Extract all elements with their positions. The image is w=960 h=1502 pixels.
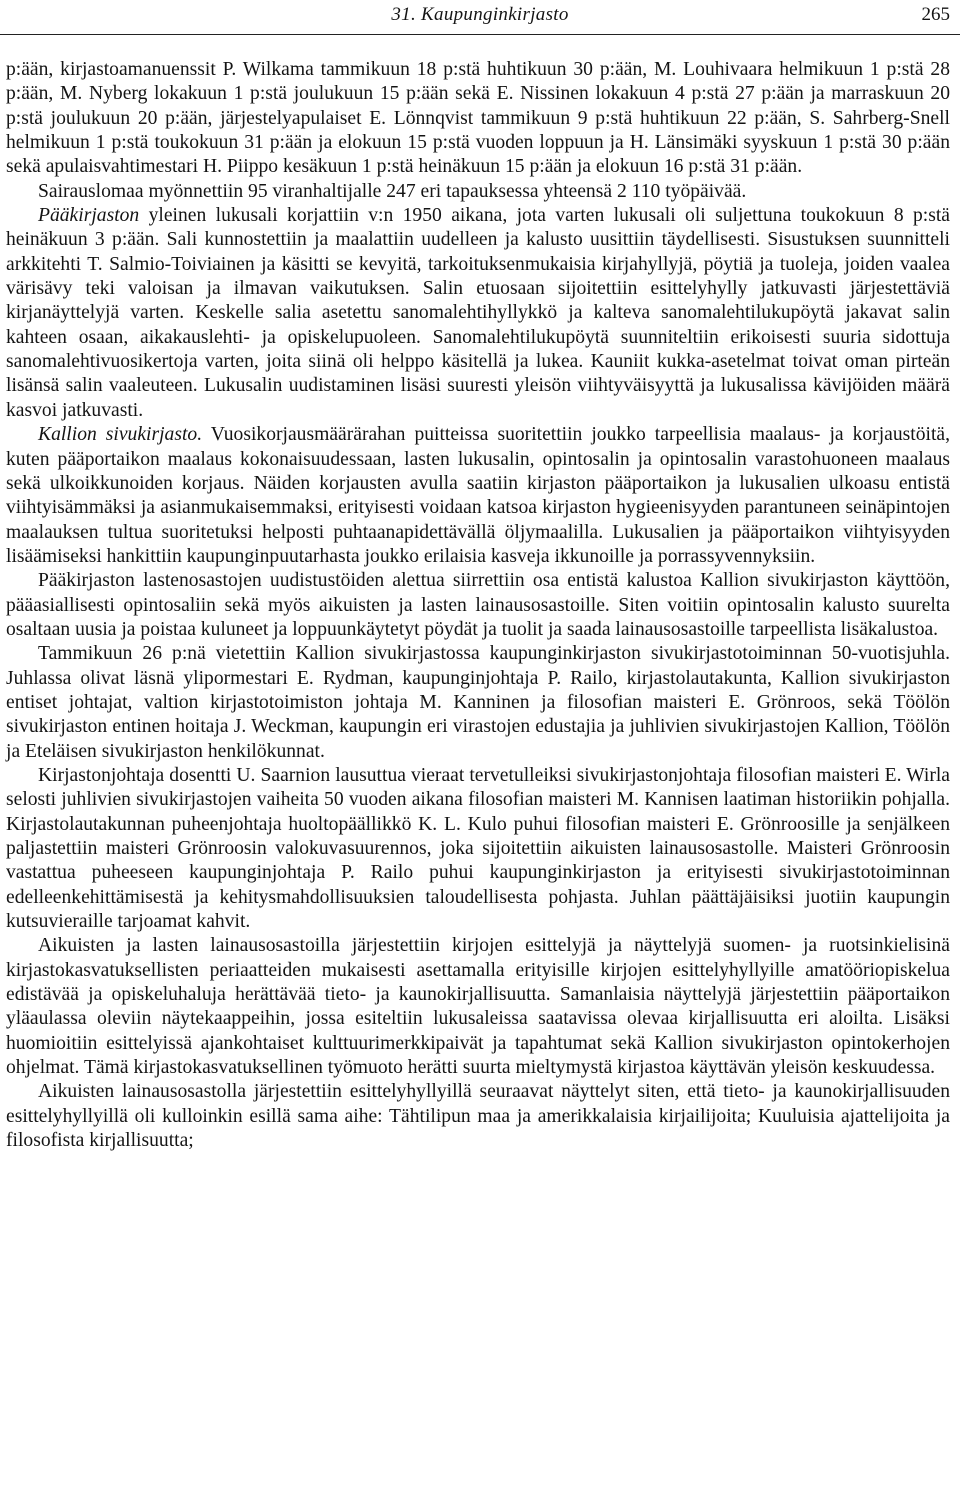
paragraph [6, 204, 950, 423]
paragraph-text: p:ään, kirjastoamanuenssit P. Wilkama tammikuun 18 p:stä huhtikuun 30 p:ään, M. Louhivaara helmikuun 1 p:stä 28 p:ään, M. Nyberg lokakuun 1 p:stä joulukuun 15 p:ään sekä E. Nissinen lokakuun 4 p:stä 27 p:ään ja marraskuun 20 p:stä joulukuun 20 p:ään, järjestelyapulaiset E. Lönnqvist tammikuun 9 p:stä huhtikuun 22 p:ään, S. Sahrberg-Snell helmikuun 1 p:stä toukokuun 31 p:ään ja elokuun 15 p:stä vuoden loppuun ja H. Länsimäki syyskuun 1 p:stä 30 p:ään sekä apulaisvahtimestari H. Piippo kesäkuun 1 p:stä heinäkuun 15 p:ään ja elokuun 16 p:stä 31 p:ään. [6, 59, 950, 178]
page-number: 265 [921, 4, 950, 25]
section-lead: Pääkirjaston [38, 205, 140, 227]
paragraph [6, 58, 950, 180]
body-text [6, 58, 950, 1153]
paragraph [6, 764, 950, 934]
paragraph-text: yleinen lukusali korjattiin v:n 1950 aikana, jota varten lukusali oli suljettuna toukokuun 8 p:stä heinäkuun 3 p:ään. Sali kunnostettiin ja maalattiin uudelleen ja kalusto uusittiin täydellisesti. Sisustuksen suunnitteli arkkitehti T. Salmio-Toiviainen ja käsitti se kevyitä, tarkoituksenmukaisia kirjahyllyjä, pöytiä ja tuoleja, joiden vaalea värisävy teki valoisan ja ilmavan vaikutuksen. Salin etuosaan sijoitettiin esittelyhylly jatkuvasti järjestettäviä kirjanäyttelyjä varten. Keskelle salia asetettu sanomalehtihyllykkö ja kalteva sanomalehtilukupöytä jakavat salin kahteen osaan, aikakauslehti- ja opiskelupuoleen. Sanomalehtilukupöytä suunniteltiin erikoisesti suuria sidottuja sanomalehtivuosikertoja varten, joita siinä oli helppo käsitellä ja lukea. Kauniit kukka-asetelmat toivat oman pirteän lisänsä salin vaaleuteen. Lukusalin uudistaminen lisäsi suuresti yleisön viihtyväisyyttä ja lukusalissa kävijöiden määrä kasvoi jatkuvasti. [6, 205, 950, 421]
paragraph [6, 642, 950, 764]
paragraph [6, 423, 950, 569]
paragraph-text: Kirjastonjohtaja dosentti U. Saarnion lausuttua vieraat tervetulleiksi sivukirjastonjohtaja filosofian maisteri E. Wirla selosti juhlivien sivukirjastojen vaiheita 50 vuoden aikana filosofian maisteri M. Kannisen laatiman historiikin pohjalla. Kirjastolautakunnan puheenjohtaja huoltopäällikkö K. L. Kulo puhui filosofian maisteri E. Grönroosille ja senjälkeen paljastettiin maisteri Grönroosin valokuvasuurennos, joka sijoitettiin aikuisten lainausosastolle. Maisteri Grönroosin vastattua puheeseen kaupunginjohtaja P. Railo puhui kaupunginkirjaston ja erityisesti sivukirjastotoiminnan edelleenkehittämisestä ja kehitysmahdollisuuksien taloudellisesta pohjasta. Juhlan päättäjäisiksi juotiin kaupungin kutsuvieraille tarjoamat kahvit. [6, 764, 950, 933]
paragraph-text: Sairauslomaa myönnettiin 95 viranhaltijalle 247 eri tapauksessa yhteensä 2 110 työpäivää. [38, 180, 747, 202]
paragraph-text: Pääkirjaston lastenosastojen uudistustöiden alettua siirrettiin osa entistä kalustoa Kallion sivukirjaston käyttöön, pääasiallisesti opintosaliin sekä myös aikuisten ja lasten lainausosastoille. Siten voitiin opintosalin kalusto suurelta osaltaan uusia ja poistaa kuluneet ja loppuunkäytetyt pöydät ja tuolit ja saada lainausosastoille tarpeellista lisäkalustoa. [6, 570, 950, 640]
paragraph-text: Aikuisten lainausosastolla järjestettiin esittelyhyllyillä seuraavat näyttelyt siten, että tieto- ja kaunokirjallisuuden esittelyhyllyillä oli kulloinkin esillä sama aihe: Tähtilipun maa ja amerikkalaisia kirjailijoita; Kuuluisia ajattelijoita ja filosofista kirjallisuutta; [6, 1081, 950, 1152]
section-lead: Kallion sivukirjasto. [38, 424, 203, 446]
paragraph [6, 180, 950, 204]
paragraph [6, 569, 950, 642]
paragraph-text: Vuosikorjausmäärärahan puitteissa suoritettiin joukko tarpeellisia maalaus- ja korjaustöitä, kuten pääportaikon maalaus kokonaisuudessaan, lasten lukusalin, opintosalin ja opintosalin varastohuoneen maalaus sekä ulkoikkunoiden korjaus. Näiden korjausten avulla saatiin kirjaston pääportaikon ja lukusalien ulkoasu entistä viihtyisämmäksi ja asianmukaisemmaksi, erityisesti voidaan katsoa kirjaston hygieenisyyden parantuneen seinäpintojen maalauksen tultua suoritetuksi helposti puhtaanapidettävällä öljymaalilla. Lukusalien ja pääportaikon viihtyisyyden lisäämiseksi hankittiin kaupunginpuutarhasta joukko erilaisia kasveja ikkunoille ja porrassyvennyksiin. [6, 424, 950, 567]
paragraph-text: Tammikuun 26 p:nä vietettiin Kallion sivukirjastossa kaupunginkirjaston sivukirjastotoiminnan 50-vuotisjuhla. Juhlassa olivat läsnä ylipormestari E. Rydman, kaupunginjohtaja P. Railo, kirjastolautakunta, Kallion sivukirjaston entiset johtajat, valtion kirjastotoimiston johtaja M. Kanninen ja filosofian maisteri E. Grönroos, sekä Töölön sivukirjaston entinen hoitaja J. Weckman, kaupungin eri virastojen edustajia ja juhlivien sivukirjastojen Kallion, Töölön ja Eteläisen sivukirjaston henkilökunnat. [6, 643, 950, 762]
paragraph-text: Aikuisten ja lasten lainausosastoilla järjestettiin kirjojen esittelyjä ja näyttelyjä suomen- ja ruotsinkielisinä kirjastokasvatuksellisten periaatteiden mukaisesti asettamalla erityisille kirjojen esittelyhyllyille amatööriopiskelua edistävää ja opiskeluhaluja herättävää tieto- ja kaunokirjallisuutta. Samanlaisia näyttelyjä järjestettiin pääportaikon yläaulassa oleviin näytekaappeihin, jossa esiteltiin lukusaleissa saatavissa olevaa kirjallisuutta eri aloilta. Lisäksi huomioitiin esittelyissä ajankohtaiset kulttuurimerkkipaivät ja tapahtumat sekä Kallion sivukirjaston opintokerhojen ohjelmat. Tämä kirjastokasvatuksellinen työmuoto herätti suurta mieltymystä kirjastoa käyttävän yleisön keskuudessa. [6, 935, 950, 1079]
paragraph [6, 934, 950, 1080]
paragraph [6, 1080, 950, 1153]
running-header [0, 0, 960, 35]
running-title: 31. Kaupunginkirjasto [391, 4, 569, 25]
